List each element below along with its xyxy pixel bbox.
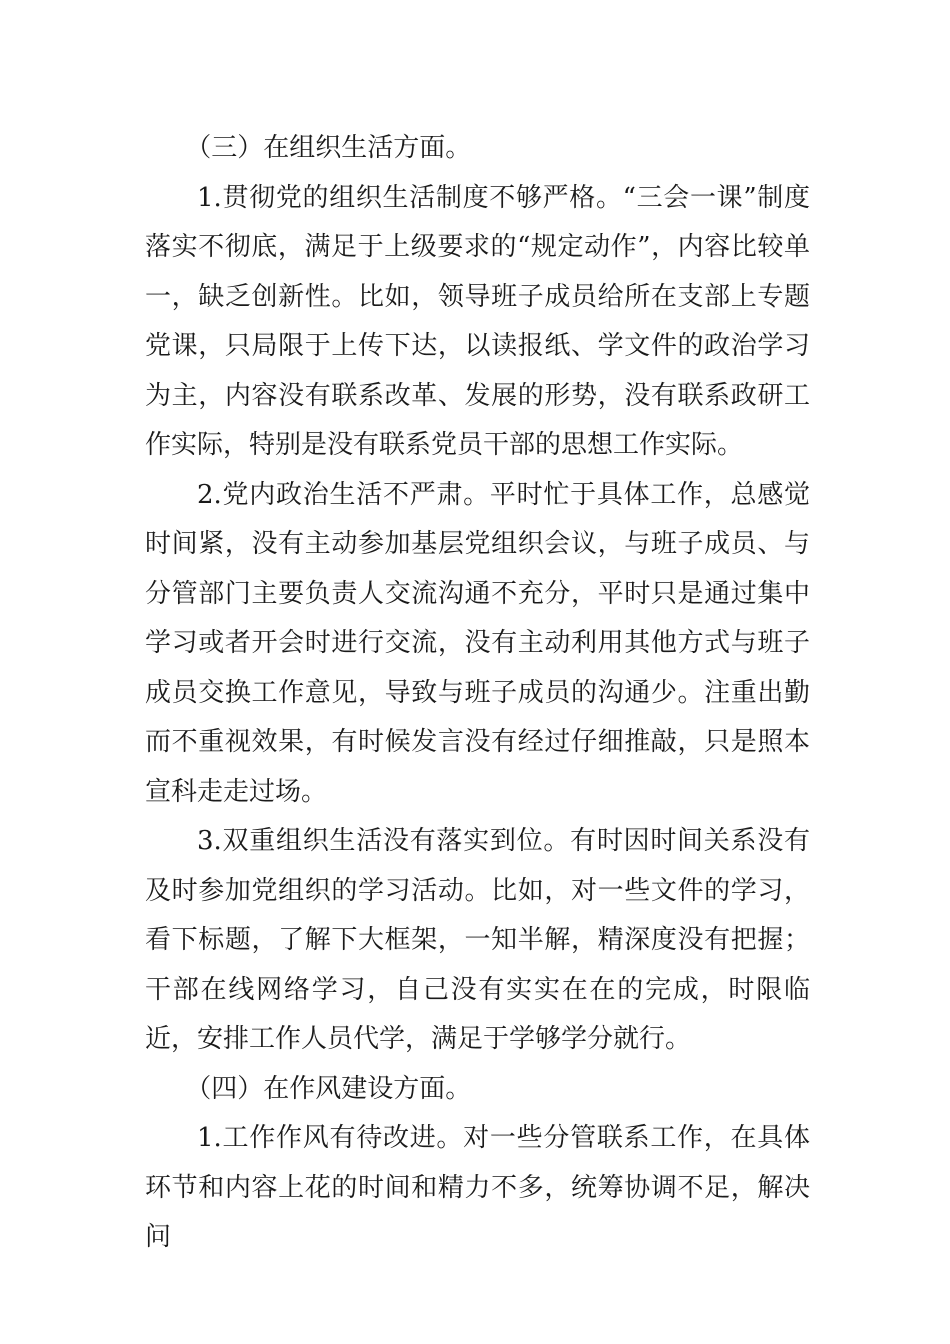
section-heading-organization-life: （三）在组织生活方面。 — [185, 133, 472, 163]
section-heading-work-style: （四）在作风建设方面。 — [185, 1073, 472, 1104]
paragraph-item-1: 1.贯彻党的组织生活制度不够严格。“三会一课”制度落实不彻底，满足于上级要求的“规定动作”，内容比较单一，缺乏创新性。比如，领导班子成员给所在支部上专题党课，只局限于上传下达，以读报纸、学文件的政治学习为主，内容没有联系改革、发展的形势，没有联系政研工作实际，特别是没有联系党员干部的思想工作实际。 — [145, 182, 810, 460]
paragraph-item-3: 3.双重组织生活没有落实到位。有时因时间关系没有及时参加党组织的学习活动。比如，对一些文件的学习，看下标题，了解下大框架，一知半解，精深度没有把握；干部在线网络学习，自己没有实实在在的完成，时限临近，安排工作人员代学，满足于学够学分就行。 — [145, 826, 810, 1054]
paragraph-item-2: 2.党内政治生活不严肃。平时忙于具体工作，总感觉时间紧，没有主动参加基层党组织会议，与班子成员、与分管部门主要负责人交流沟通不充分，平时只是通过集中学习或者开会时进行交流，没有主动利用其他方式与班子成员交换工作意见，导致与班子成员的沟通少。注重出勤而不重视效果，有时候发言没有经过仔细推敲，只是照本宣科走走过场。 — [145, 479, 810, 807]
document-body — [145, 124, 810, 1263]
paragraph-item-4: 1.工作作风有待改进。对一些分管联系工作，在具体环节和内容上花的时间和精力不多，统筹协调不足，解决问 — [145, 1123, 810, 1252]
